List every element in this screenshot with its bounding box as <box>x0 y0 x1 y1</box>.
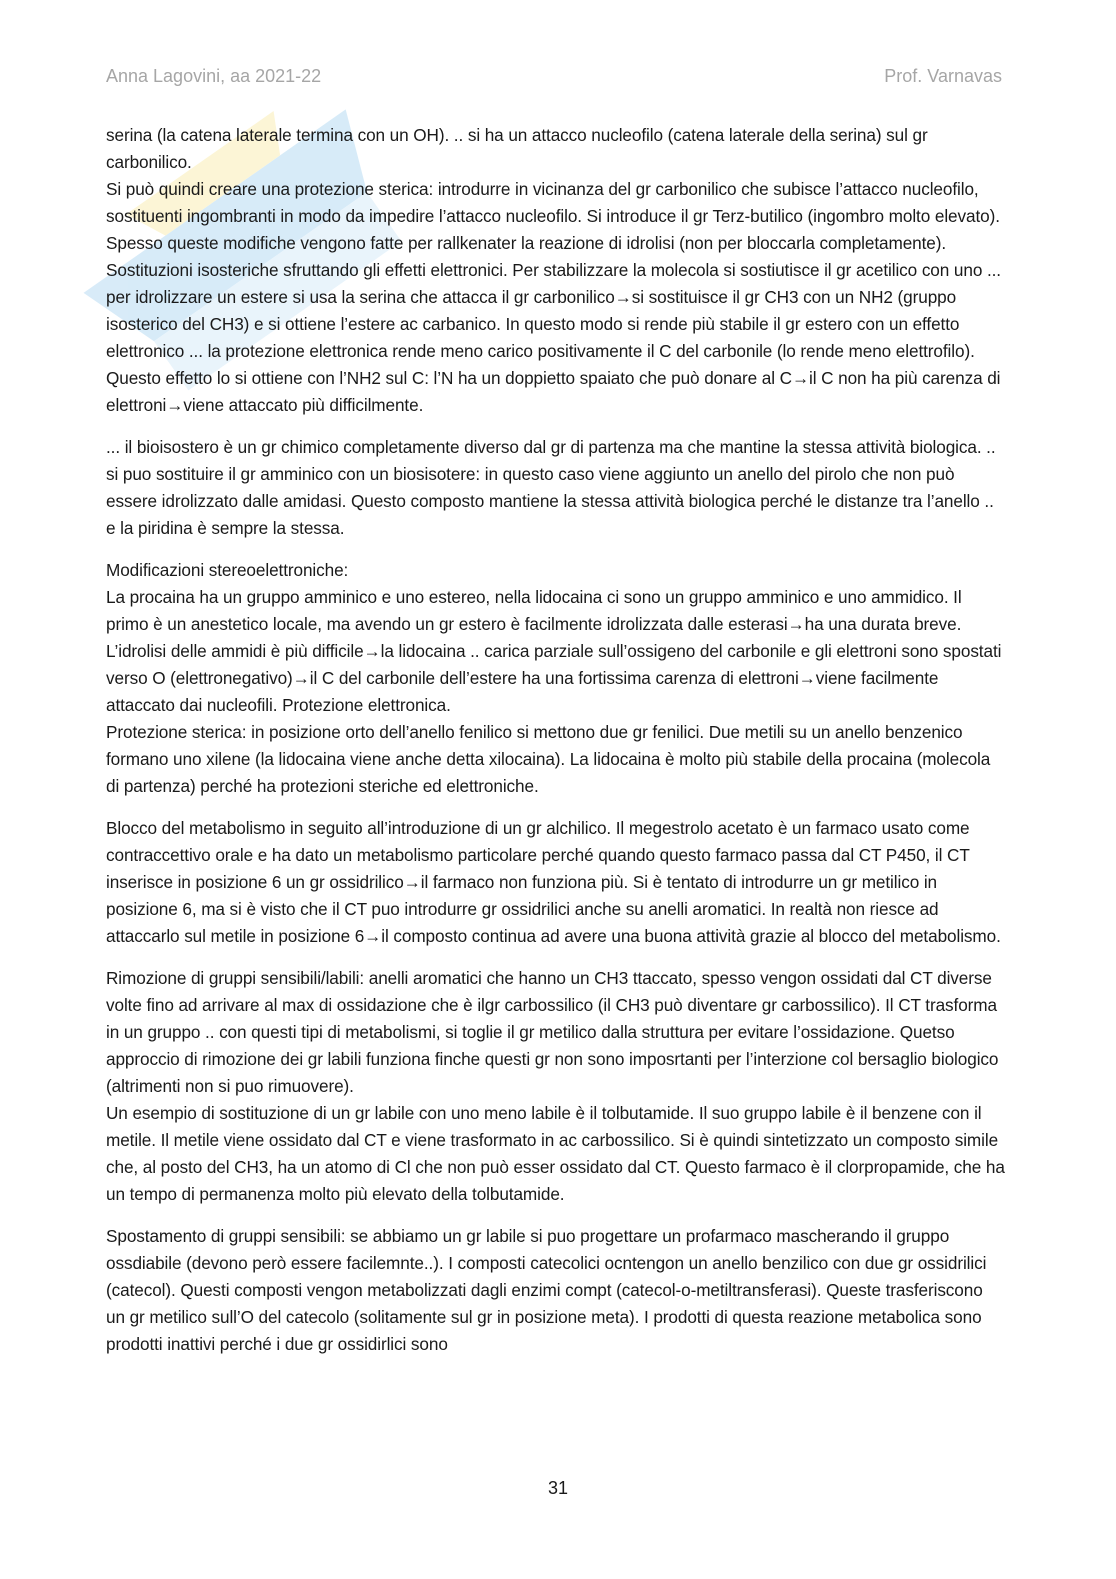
paragraph: Spostamento di gruppi sensibili: se abbiamo un gr labile si puo progettare un profarmaco mascherando il gruppo ossdiabile (devono però essere facilemnte..). I composti catecolici ocntengon un anello benzilico con due gr ossidrilici (catecol). Questi composti vengon metabolizzati dagli enzimi compt (catecol-o-metiltransferasi). Queste trasferiscono un gr metilico sull’O del catecolo (solitamente sul gr in posizione meta). I prodotti di questa reazione metabolica sono prodotti inattivi perché i due gr ossidirlici sono <box>106 1226 987 1354</box>
header-author: Anna Lagovini, aa 2021-22 <box>106 66 322 86</box>
paragraph: Protezione sterica: in posizione orto dell’anello fenilico si mettono due gr fenilici. Due metili su un anello benzenico formano uno xilene (la lidocaina viene anche detta xilocaina). La lidocaina è molto più stabile della procaina (molecola di partenza) perché ha protezioni steriche ed elettroniche. <box>106 722 991 796</box>
paragraph: La procaina ha un gruppo amminico e uno estereo, nella lidocaina ci sono un gruppo amminico e uno ammidico. Il primo è un anestetico locale, ma avendo un gr estero è facilmente idrolizzata dalle esterasi→ha una durata breve. L’idrolisi delle ammidi è più difficile→la lidocaina .. carica parziale sull’ossigeno del carbonile e gli elettroni sono spostati verso O (elettronegativo)→il C del carbonile dell’estere ha una fortissima carenza di elettroni→viene facilmente attaccato dai nucleofili. Protezione elettronica. <box>106 587 1002 715</box>
paragraph: Un esempio di sostituzione di un gr labile con uno meno labile è il tolbutamide. Il suo gruppo labile è il benzene con il metile. Il metile viene ossidato dal CT e viene trasformato in ac carbossilico. Si è quindi sintetizzato un composto simile che, al posto del CH3, ha un atomo di Cl che non può esser ossidato dal CT. Questo farmaco è il clorpropamide, che ha un tempo di permanenza molto più elevato della tolbutamide. <box>106 1103 1005 1204</box>
header-professor: Prof. Varnavas <box>884 66 1002 86</box>
page-header <box>106 66 1002 87</box>
document-body <box>106 122 1006 1373</box>
paragraph: Rimozione di gruppi sensibili/labili: anelli aromatici che hanno un CH3 ttaccato, spesso vengon ossidati dal CT diverse volte fino ad arrivare al max di ossidazione che è ilgr carbossilico (il CH3 può diventare gr carbossilico). Il CT trasforma in un gruppo .. con questi tipi di metabolismi, si toglie il gr metilico dalla struttura per evitare l’ossidazione. Quetso approccio di rimozione dei gr labili funziona finche questi gr non sono imposrtanti per l’interzione col bersaglio biologico (altrimenti non si puo rimuovere). <box>106 968 999 1096</box>
section-heading: Modificazioni stereoelettroniche: <box>106 560 349 580</box>
paragraph: serina (la catena laterale termina con un OH). .. si ha un attacco nucleofilo (catena laterale della serina) sul gr carbonilico. <box>106 125 928 172</box>
page-number: 31 <box>547 1478 569 1498</box>
paragraph: ... il bioisostero è un gr chimico completamente diverso dal gr di partenza ma che mantine la stessa attività biologica. .. si puo sostituire il gr amminico con un biosisotere: in questo caso viene aggiunto un anello del pirolo che non può essere idrolizzato dalle amidasi. Questo composto mantiene la stessa attività biologica perché le distanze tra l’anello .. e la piridina è sempre la stessa. <box>106 437 996 538</box>
paragraph: Blocco del metabolismo in seguito all’introduzione di un gr alchilico. Il megestrolo acetato è un farmaco usato come contraccettivo orale e ha dato un metabolismo particolare perché quando questo farmaco passa dal CT P450, il CT inserisce in posizione 6 un gr ossidrilico→il farmaco non funziona più. Si è tentato di introdurre un gr metilico in posizione 6, ma si è visto che il CT puo introdurre gr ossidrilici anche su anelli aromatici. In realtà non riesce ad attaccarlo sul metile in posizione 6→il composto continua ad avere una buona attività grazie al blocco del metabolismo. <box>106 818 1001 946</box>
paragraph: Si può quindi creare una protezione sterica: introdurre in vicinanza del gr carbonilico che subisce l’attacco nucleofilo, sostituenti ingombranti in modo da impedire l’attacco nucleofilo. Si introduce il gr Terz-butilico (ingombro molto elevato). Spesso queste modifiche vengono fatte per rallkenater la reazione di idrolisi (non per bloccarla completamente). <box>106 179 1000 253</box>
paragraph: Sostituzioni isosteriche sfruttando gli effetti elettronici. Per stabilizzare la molecola si sostiutisce il gr acetilico con uno ... per idrolizzare un estere si usa la serina che attacca il gr carbonilico→si sostituisce il gr CH3 con un NH2 (gruppo isosterico del CH3) e si ottiene l’estere ac carbanico. In questo modo si rende più stabile il gr estero con un effetto elettronico ... la protezione elettronica rende meno carico positivamente il C del carbonile (lo rende meno elettrofilo). Questo effetto lo si ottiene con l’NH2 sul C: l’N ha un doppietto spaiato che può donare al C→il C non ha più carenza di elettroni→viene attaccato più difficilmente. <box>106 260 1001 415</box>
